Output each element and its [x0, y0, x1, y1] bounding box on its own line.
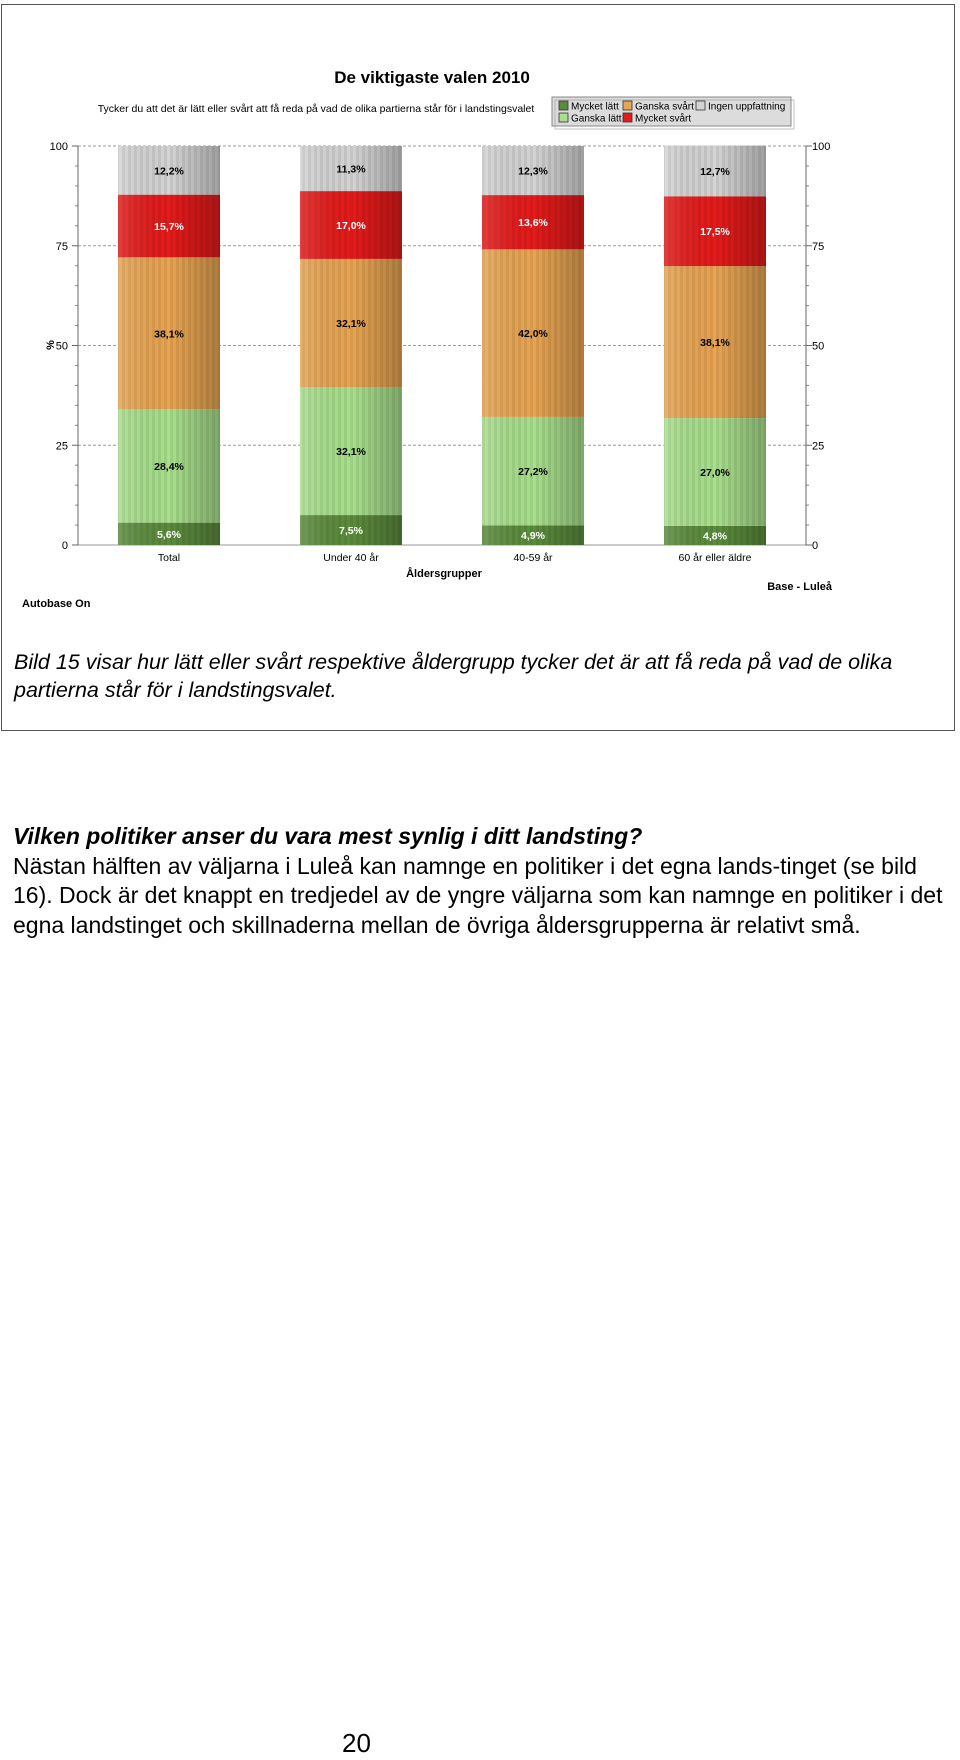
legend-label: Ganska lätt: [571, 113, 622, 125]
footer-left: Autobase On: [22, 598, 91, 610]
y-axis-label: %: [45, 340, 57, 350]
legend-swatch: [559, 101, 568, 110]
data-label: 28,4%: [154, 460, 184, 473]
chart-title: De viktigaste valen 2010: [334, 68, 530, 87]
stacked-bar-chart: [2, 5, 954, 730]
legend-label: Ganska svårt: [635, 101, 694, 113]
y-tick-label-left: 100: [49, 141, 68, 153]
data-label: 12,2%: [154, 165, 184, 178]
x-axis-label: Åldersgrupper: [406, 568, 482, 580]
legend: [552, 97, 794, 129]
data-label: 38,1%: [700, 337, 730, 350]
legend-swatch: [623, 113, 632, 122]
legend-swatch: [696, 101, 705, 110]
y-tick-label-right: 25: [812, 440, 825, 453]
data-label: 11,3%: [336, 163, 366, 176]
plot-area: [50, 141, 831, 564]
data-label: 32,1%: [336, 446, 366, 459]
y-tick-label-left: 75: [55, 240, 68, 253]
legend-swatch: [623, 101, 632, 110]
data-label: 12,3%: [518, 165, 548, 178]
page-number: 20: [342, 1728, 371, 1758]
y-tick-label-right: 0: [812, 540, 819, 552]
y-tick-label-left: 0: [61, 540, 68, 552]
data-label: 15,7%: [154, 220, 184, 233]
data-label: 17,0%: [336, 220, 366, 233]
data-label: 42,0%: [518, 328, 548, 341]
y-tick-label-left: 25: [55, 440, 68, 453]
footer-right: Base - Luleå: [767, 581, 832, 593]
text-section: [13, 822, 948, 940]
data-label: 27,0%: [700, 466, 730, 479]
data-label: 17,5%: [700, 226, 730, 239]
legend-label: Mycket svårt: [635, 113, 692, 125]
data-label: 32,1%: [336, 317, 366, 330]
data-label: 7,5%: [339, 525, 363, 538]
data-label: 13,6%: [518, 217, 548, 230]
data-label: 5,6%: [157, 528, 181, 541]
legend-swatch: [559, 113, 568, 122]
y-tick-label-right: 75: [812, 240, 825, 253]
figure-caption: Bild 15 visar hur lätt eller svårt respektive åldergrupp tycker det är att få reda på vad de olika partierna står för i landstingsvalet.: [14, 650, 893, 702]
figure-box: [1, 4, 955, 731]
y-tick-label-right: 100: [812, 141, 831, 153]
legend-label: Mycket lätt: [571, 101, 619, 113]
data-label: 38,1%: [154, 328, 184, 341]
y-tick-label-left: 50: [55, 340, 68, 353]
x-tick-label: 60 år eller äldre: [678, 552, 752, 564]
y-tick-label-right: 50: [812, 340, 825, 353]
data-label: 27,2%: [518, 466, 548, 479]
x-tick-label: Total: [157, 552, 181, 564]
section-body: Nästan hälften av väljarna i Luleå kan namnge en politiker i det egna lands-tinget (se bild 16). Dock är det knappt en tredjedel av de yngre väljarna som kan namnge en politiker i det egna landstinget och skillnaderna mellan de övriga åldersgrupperna är relativt små.: [13, 852, 943, 938]
data-label: 4,8%: [703, 530, 727, 543]
chart-subtitle: Tycker du att det är lätt eller svårt att få reda på vad de olika partierna står för i landstingsvalet: [97, 103, 535, 115]
legend-label: Ingen uppfattning: [708, 101, 786, 113]
section-heading: Vilken politiker anser du vara mest synlig i ditt landsting?: [13, 823, 643, 849]
data-label: 4,9%: [521, 530, 545, 543]
data-label: 12,7%: [700, 165, 730, 178]
x-tick-label: 40-59 år: [513, 552, 553, 564]
x-tick-label: Under 40 år: [323, 552, 379, 564]
